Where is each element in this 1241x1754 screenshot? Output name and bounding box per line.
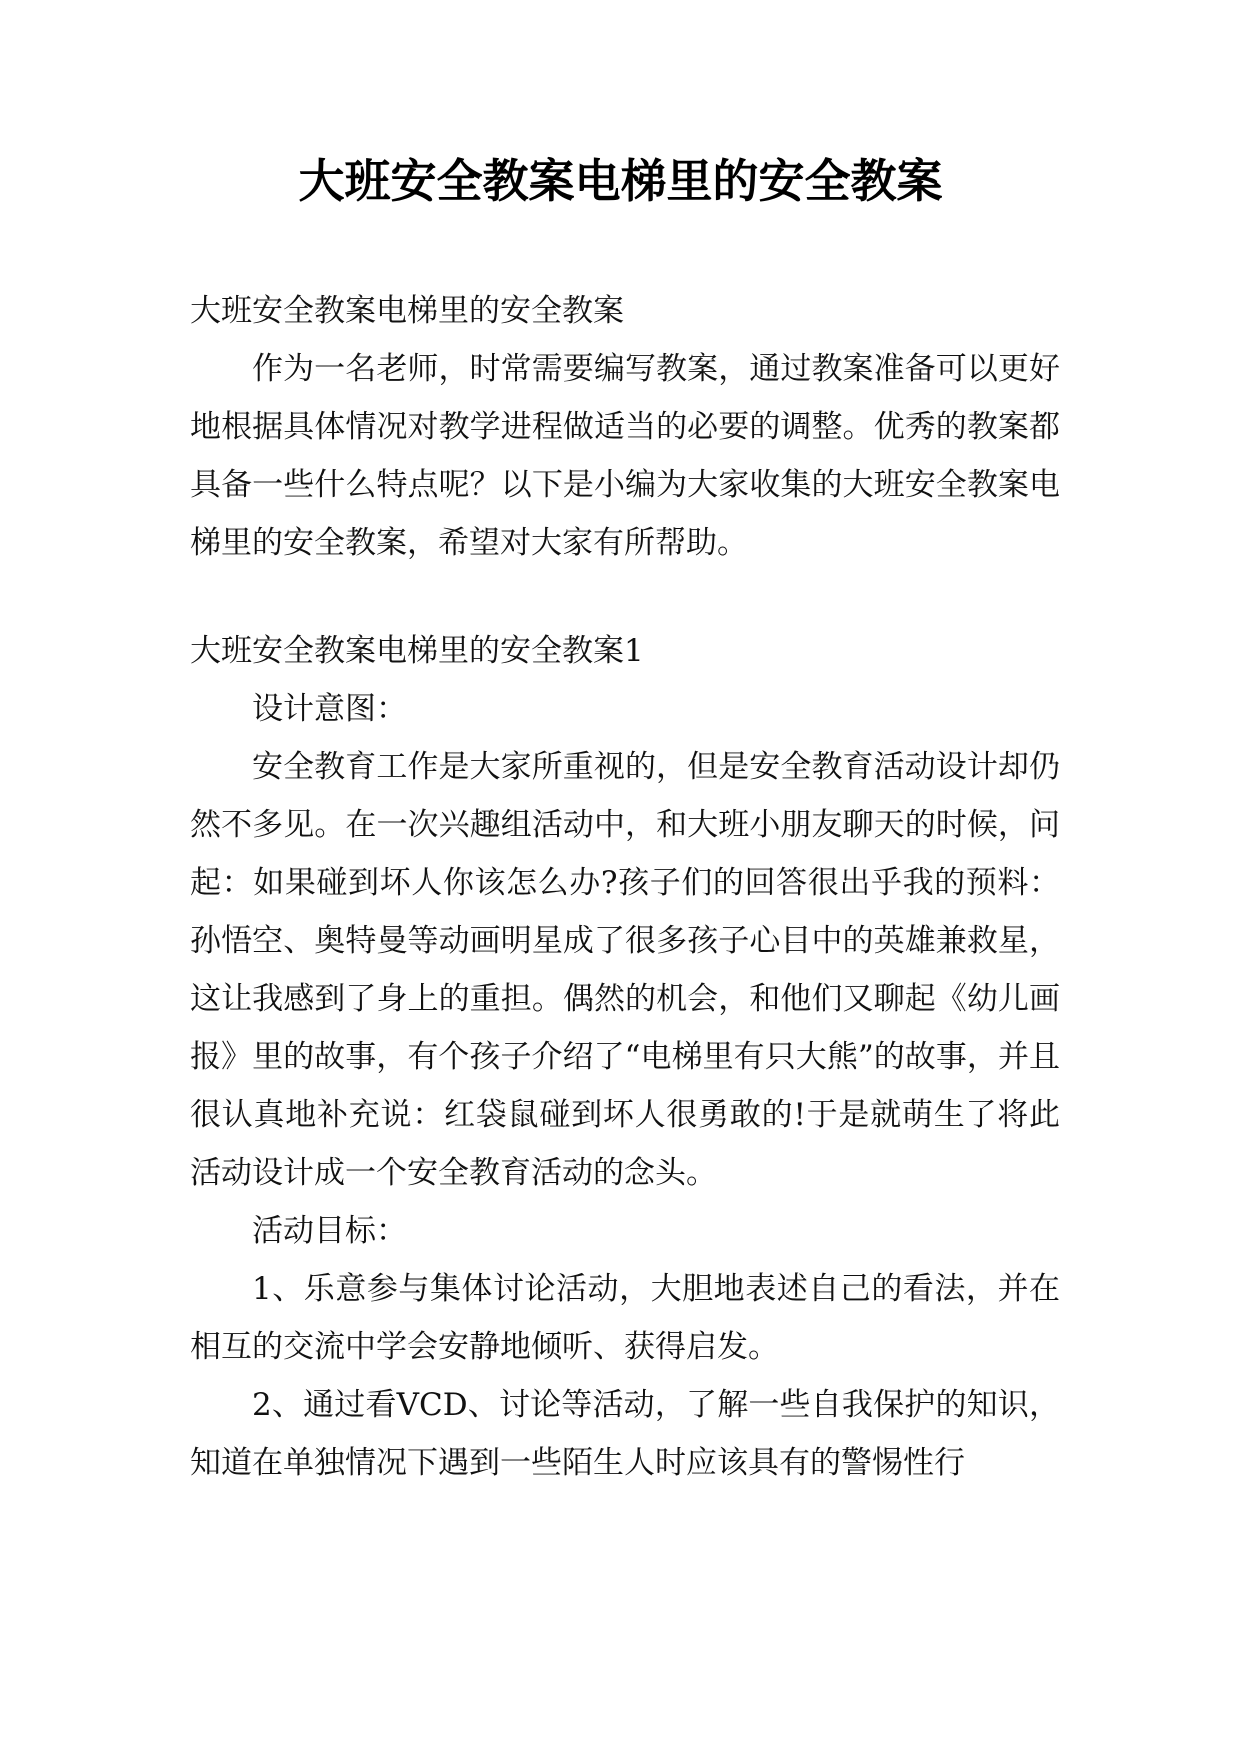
section-heading: 大班安全教案电梯里的安全教案1 [190, 633, 644, 669]
subheading-activity-goals: 活动目标： [252, 1213, 407, 1249]
design-intent-paragraph: 安全教育工作是大家所重视的，但是安全教育活动设计却仍然不多见。在一次兴趣组活动中，和大班小朋友聊天的时候，问起：如果碰到坏人你该怎么办?孩子们的回答很出乎我的预料：孙悟空、奥特曼等动画明星成了很多孩子心目中的英雄兼救星，这让我感到了身上的重担。偶然的机会，和他们又聊起《幼儿画报》里的故事，有个孩子介绍了“电梯里有只大熊”的故事，并且很认真地补充说：红袋鼠碰到坏人很勇敢的!于是就萌生了将此活动设计成一个安全教育活动的念头。 [190, 749, 1060, 1191]
page-title: 大班安全教案电梯里的安全教案 [298, 154, 943, 208]
intro-paragraph: 作为一名老师，时常需要编写教案，通过教案准备可以更好地根据具体情况对教学进程做适当的必要的调整。优秀的教案都具备一些什么特点呢？以下是小编为大家收集的大班安全教案电梯里的安全教案，希望对大家有所帮助。 [190, 351, 1060, 561]
goal-item: 1、乐意参与集体讨论活动，大胆地表述自己的看法，并在相互的交流中学会安静地倾听、获得启发。 [190, 1271, 1060, 1365]
subheading-design-intent: 设计意图： [252, 691, 407, 727]
goal-item: 2、通过看VCD、讨论等活动，了解一些自我保护的知识，知道在单独情况下遇到一些陌生人时应该具有的警惕性行 [190, 1387, 1060, 1481]
document-body [190, 282, 1060, 1492]
section-heading: 大班安全教案电梯里的安全教案 [190, 293, 624, 329]
